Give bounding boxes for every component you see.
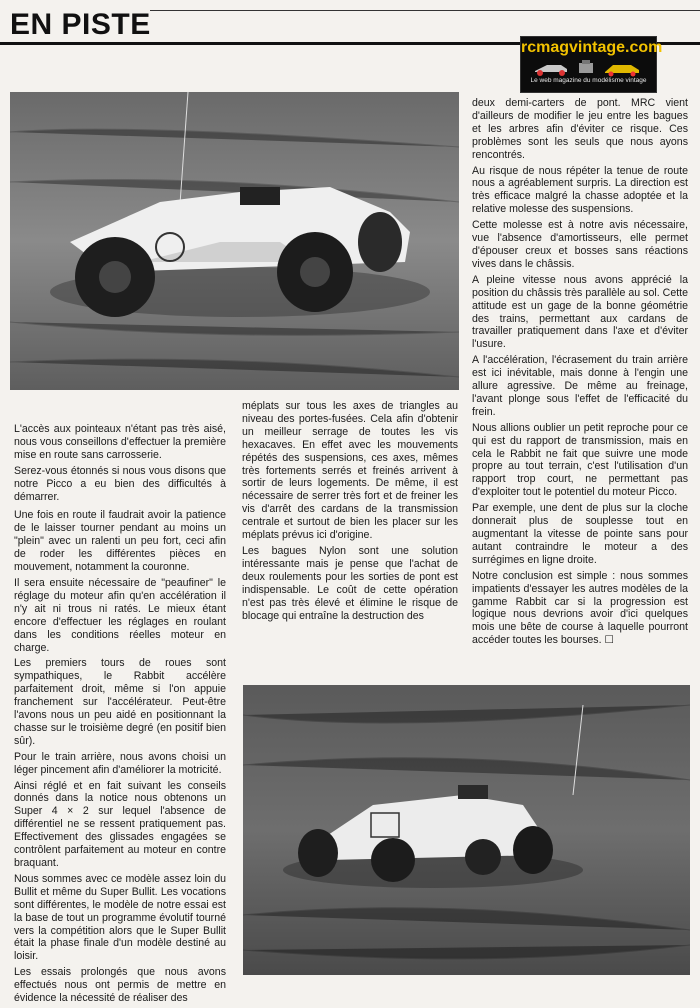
section-title: EN PISTE	[10, 8, 151, 41]
paragraph: L'accès aux pointeaux n'étant pas très aisé, nous vous conseillons d'effectuer la première mise en route sans carrosserie.	[14, 423, 226, 461]
text-column-2	[242, 400, 458, 625]
paragraph: Au risque de nous répéter la tenue de route nous a agréablement surpris. La direction est très efficace malgré la chasse adoptée et la relative molesse des suspensions.	[472, 164, 688, 216]
text-column-3	[472, 97, 688, 650]
paragraph: méplats sur tous les axes de triangles au niveau des portes-fusées. Cela afin d'obtenir un meilleur serrage de toutes les vis hexacaves. En effet avec les mouvements répétés des suspensions, ces axes, mêmes très fortements serrés et freinés arrivent à sortir de leurs logements. De même, il est nécessaire de serrer très fort et de freiner les vis d'arrêt des cardans de la transmission centrale et surtout de bien les placer sur les méplats prévus ici d'origine.	[242, 400, 458, 542]
paragraph: Pour le train arrière, nous avons choisi un léger pincement afin d'améliorer la motricité.	[14, 750, 226, 776]
paragraph: Nous sommes avec ce modèle assez loin du Bullit et même du Super Bullit. Les vocations sont différentes, le modèle de notre essai est la base de tout un programme évolutif tourné vers la compétition alors que le Super Bullit était la phase finale d'un modèle destiné au loisir.	[14, 872, 226, 963]
paragraph: Serez-vous étonnés si nous vous disons que notre Picco a eu bien des difficultés à démarrer.	[14, 464, 226, 503]
rc-car-photo-icon	[10, 92, 459, 390]
paragraph: Les premiers tours de roues sont sympathiques, le Rabbit accélère parfaitement droit, même si l'on appuie franchement sur l'accélérateur. Peut-être l'avons nous un peu aidé en positionnant la chasse sur le troisième degré (en positif bien sûr).	[14, 657, 226, 747]
paragraph: Les bagues Nylon sont une solution intéressante mais je pense que l'achat de deux roulements pour les sorties de pont est indispensable. Le coût de cette opération n'est pas très élevé et élimine le risque de blocage qui entraîne la destruction des	[242, 544, 458, 622]
paragraph: Il sera ensuite nécessaire de "peaufiner" le réglage du moteur afin qu'en accélération il n'y ait ni trous ni ratés. Le mieux étant encore d'effectuer les réglages en roulant dans les conditions réelles moteur en charge.	[14, 576, 226, 654]
paragraph: Par exemple, une dent de plus sur la cloche donnerait plus de souplesse tout en augmentant la vitesse de pointe sans pour autant contraindre le moteur a des surrégimes en ligne droite.	[472, 502, 688, 566]
paragraph: Nous allions oublier un petit reproche pour ce qui est du rapport de transmission, mais en cela le Rabbit ne fait que suivre une mode propre au tout terrain, c'est l'utilisation d'un rapport trop court, ne permettant pas d'exploiter tout le potentiel du moteur Picco.	[472, 421, 688, 499]
paragraph: Les essais prolongés que nous avons effectués nous ont permis de mettre en évidence la nécessité de réaliser des	[14, 966, 226, 1005]
paragraph: A pleine vitesse nous avons apprécié la position du châssis très parallèle au sol. Cette attitude est un gage de la bonne géométrie des trains, permettant aux cardans de travailler pratiquement dans l'axe et d'éviter l'usure.	[472, 273, 688, 351]
site-logo-badge	[520, 36, 663, 93]
rc-car-photo-icon	[243, 685, 690, 975]
bottom-car-photo	[243, 685, 690, 975]
paragraph: deux demi-carters de pont. MRC vient d'ailleurs de modifier le jeu entre les bagues et les arbres afin d'éviter ce risque. Ces problèmes sont les seuls que nous ayons rencontrés.	[472, 97, 688, 161]
paragraph: A l'accélération, l'écrasement du train arrière est ici inévitable, mais donne à l'engin une allure agressive. De même au freinage, l'avant plonge sous l'effet de l'efficacité du frein.	[472, 354, 688, 418]
top-car-photo	[10, 92, 459, 390]
paragraph: Cette molesse est à notre avis nécessaire, vue l'absence d'amortisseurs, elle permet d'épouser creux et bosses sans réactions vives dans le châssis.	[472, 219, 688, 270]
rc-car-logo-icon	[527, 57, 650, 77]
paragraph: Notre conclusion est simple : nous sommes impatients d'essayer les autres modèles de la gamme Rabbit car si la progression est logique nous devrions avoir d'ici quelques mois une bête de course à laquelle pourront accéder toutes les bourses. ☐	[472, 569, 688, 647]
header-top-rule	[150, 10, 700, 11]
paragraph: Une fois en route il faudrait avoir la patience de le laisser tourner pendant au moins un "plein" avec un ralenti un peu fort, ceci afin de roder les différentes pièces en mouvement, notamment la couronne.	[14, 509, 226, 574]
text-column-1	[14, 423, 226, 1008]
site-logo-subtitle: Le web magazine du modélisme vintage	[530, 77, 647, 84]
paragraph: Ainsi réglé et en fait suivant les conseils donnés dans la notice nous obtenons un Super 4 × 2 sur lequel l'absence de différentiel ne se ressent pratiquement pas. Effectivement des glissades engagées se contrôlent parfaitement au moteur en contre braquant.	[14, 779, 226, 869]
site-logo-title: rcmagvintage.com	[521, 39, 663, 56]
